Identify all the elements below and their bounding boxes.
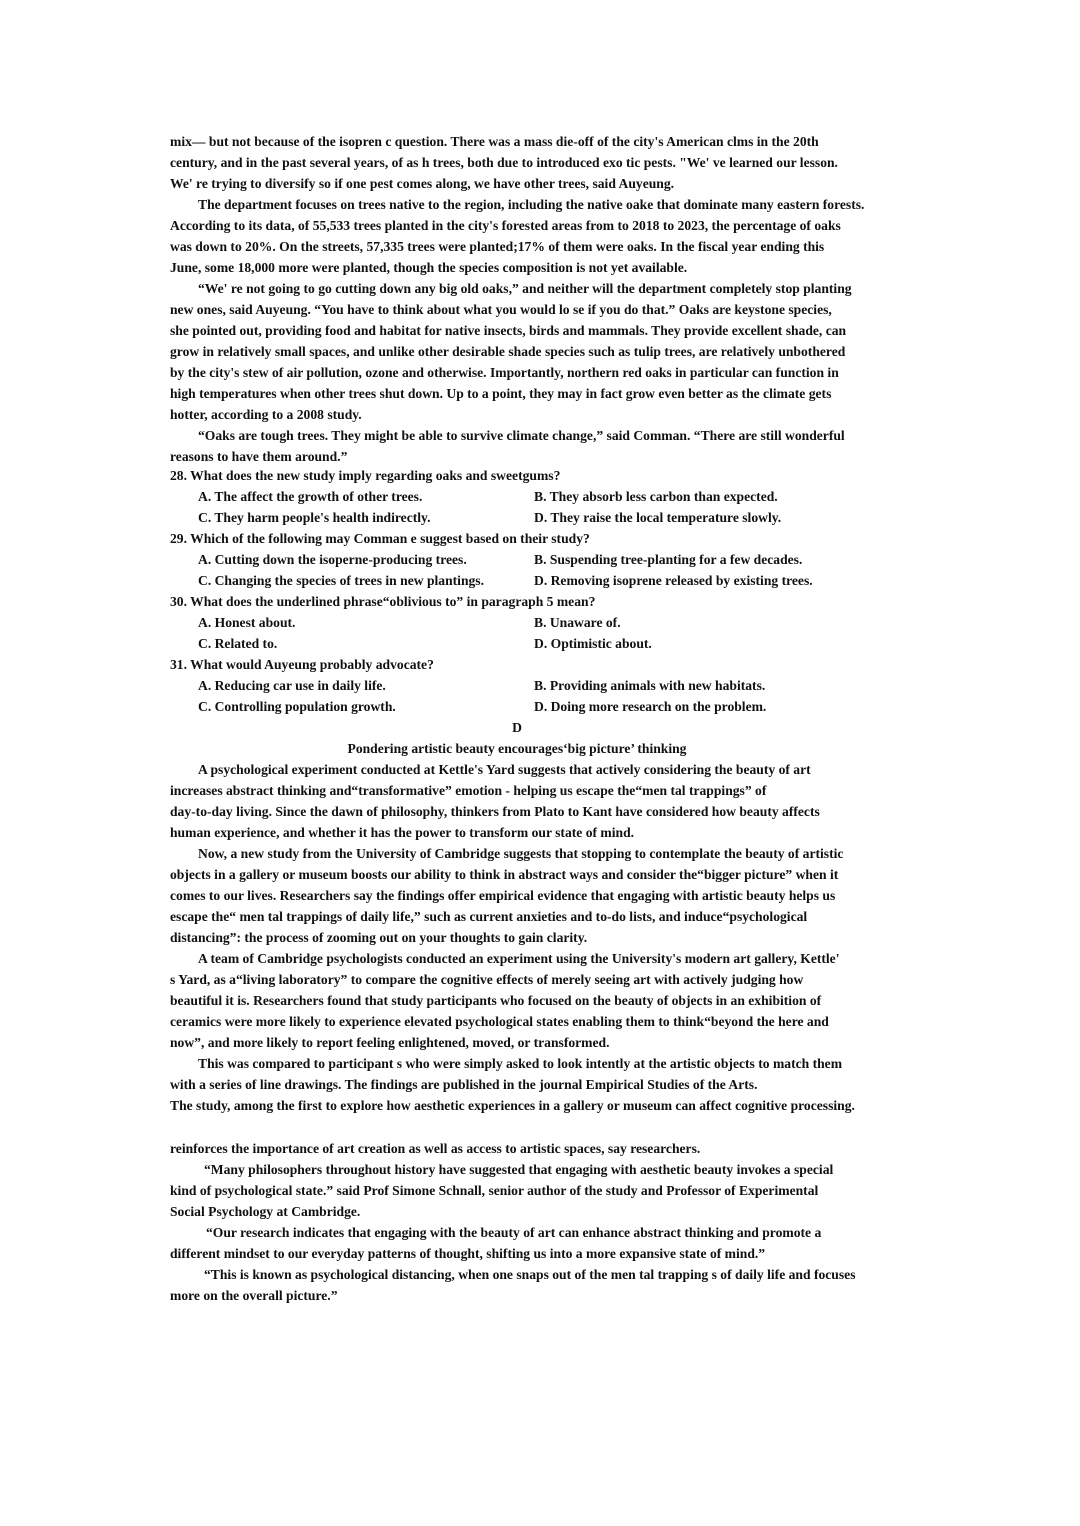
text-line: “Our research indicates that engaging with the beauty of art can enhance abstract thinking and promote a xyxy=(206,1225,822,1240)
text-line: comes to our lives. Researchers say the findings offer empirical evidence that engaging with artistic beauty helps us xyxy=(170,888,836,903)
text-line: beautiful it is. Researchers found that study participants who focused on the beauty of objects in an exhibition of xyxy=(170,993,822,1008)
text-line: distancing”: the process of zooming out on your thoughts to gain clarity. xyxy=(170,930,588,945)
text-line: Social Psychology at Cambridge. xyxy=(170,1204,361,1219)
text-line: grow in relatively small spaces, and unlike other desirable shade species such as tulip trees, are relatively unbothered xyxy=(170,344,846,359)
text-line: June, some 18,000 more were planted, though the species composition is not yet available. xyxy=(170,260,688,275)
text-line: objects in a gallery or museum boosts our ability to think in abstract ways and consider the“bigger picture” when it xyxy=(170,867,839,882)
text-line: increases abstract thinking and“transformative” emotion - helping us escape the“men tal trappings” of xyxy=(170,783,767,798)
text-line: ceramics were more likely to experience elevated psychological states enabling them to think“beyond the here and xyxy=(170,1014,829,1029)
text-line: by the city's stew of air pollution, ozone and otherwise. Importantly, northern red oaks in particular can function in xyxy=(170,365,839,380)
text-line: with a series of line drawings. The findings are published in the journal Empirical Studies of the Arts. xyxy=(170,1077,758,1092)
text-line: different mindset to our everyday patterns of thought, shifting us into a more expansive state of mind.” xyxy=(170,1246,766,1261)
question-stem: 29. Which of the following may Comman e suggest based on their study? xyxy=(170,531,590,546)
question-stem: 28. What does the new study imply regarding oaks and sweetgums? xyxy=(170,468,561,483)
option-b: B. Suspending tree-planting for a few decades. xyxy=(534,552,803,567)
text-line: escape the“ men tal trappings of daily life,” such as current anxieties and to-do lists, and induce“psychological xyxy=(170,909,808,924)
text-line: hotter, according to a 2008 study. xyxy=(170,407,362,422)
option-d: D. Doing more research on the problem. xyxy=(534,699,767,714)
option-a: A. Cutting down the isoperne-producing trees. xyxy=(198,552,467,567)
text-line: We' re trying to diversify so if one pest comes along, we have other trees, said Auyeung. xyxy=(170,176,675,191)
text-line: century, and in the past several years, of as h trees, both due to introduced exo tic pests. "We' ve learned our lesson. xyxy=(170,155,838,170)
text-line: more on the overall picture.” xyxy=(170,1288,338,1303)
text-line: reinforces the importance of art creation as well as access to artistic spaces, say researchers. xyxy=(170,1141,701,1156)
option-c: C. Changing the species of trees in new plantings. xyxy=(198,573,484,588)
text-line: “We' re not going to go cutting down any big old oaks,” and neither will the department completely stop planting xyxy=(198,281,852,296)
option-a: A. Honest about. xyxy=(198,615,296,630)
text-line: “Many philosophers throughout history have suggested that engaging with aesthetic beauty invokes a special xyxy=(204,1162,834,1177)
option-c: C. Controlling population growth. xyxy=(198,699,396,714)
text-line: kind of psychological state.” said Prof Simone Schnall, senior author of the study and Professor of Experimental xyxy=(170,1183,819,1198)
passage-title: Pondering artistic beauty encourages‘big picture’ thinking xyxy=(347,741,687,756)
text-line: high temperatures when other trees shut down. Up to a point, they may in fact grow even better as the climate gets xyxy=(170,386,832,401)
option-b: B. Unaware of. xyxy=(534,615,621,630)
text-line: now”, and more likely to report feeling enlightened, moved, or transformed. xyxy=(170,1035,610,1050)
text-line: s Yard, as a“living laboratory” to compare the cognitive effects of merely seeing art with actively judging how xyxy=(170,972,804,987)
text-line: she pointed out, providing food and habitat for native insects, birds and mammals. They provide excellent shade, can xyxy=(170,323,847,338)
option-d: D. Removing isoprene released by existing trees. xyxy=(534,573,813,588)
text-line: was down to 20%. On the streets, 57,335 trees were planted;17% of them were oaks. In the fiscal year ending this xyxy=(170,239,825,254)
text-line: day-to-day living. Since the dawn of philosophy, thinkers from Plato to Kant have considered how beauty affects xyxy=(170,804,820,819)
text-line: “This is known as psychological distancing, when one snaps out of the men tal trapping s of daily life and focuses xyxy=(204,1267,856,1282)
text-line: The department focuses on trees native to the region, including the native oake that dominate many eastern forests. xyxy=(198,197,865,212)
text-line: human experience, and whether it has the power to transform our state of mind. xyxy=(170,825,635,840)
text-line: mix— but not because of the isopren c question. There was a mass die-off of the city's American clms in the 20th xyxy=(170,134,819,149)
option-b: B. Providing animals with new habitats. xyxy=(534,678,766,693)
text-line: A psychological experiment conducted at Kettle's Yard suggests that actively considering the beauty of art xyxy=(198,762,811,777)
text-line: According to its data, of 55,533 trees planted in the city's forested areas from to 2018 to 2023, the percentage of oaks xyxy=(170,218,841,233)
option-a: A. The affect the growth of other trees. xyxy=(198,489,423,504)
text-line: reasons to have them around.” xyxy=(170,449,348,464)
question-stem: 31. What would Auyeung probably advocate? xyxy=(170,657,434,672)
text-line: Now, a new study from the University of Cambridge suggests that stopping to contemplate the beauty of artistic xyxy=(198,846,844,861)
option-d: D. Optimistic about. xyxy=(534,636,652,651)
option-d: D. They raise the local temperature slowly. xyxy=(534,510,782,525)
text-line: A team of Cambridge psychologists conducted an experiment using the University's modern art gallery, Kettle' xyxy=(198,951,840,966)
text-line: This was compared to participant s who were simply asked to look intently at the artistic objects to match them xyxy=(198,1056,843,1071)
text-line: new ones, said Auyeung. “You have to think about what you would lo se if you do that.” Oaks are keystone species, xyxy=(170,302,832,317)
question-stem: 30. What does the underlined phrase“oblivious to” in paragraph 5 mean? xyxy=(170,594,596,609)
section-letter: D xyxy=(512,720,522,735)
text-line: The study, among the first to explore how aesthetic experiences in a gallery or museum can affect cognitive processing. xyxy=(170,1098,855,1113)
option-a: A. Reducing car use in daily life. xyxy=(198,678,386,693)
text-line: “Oaks are tough trees. They might be able to survive climate change,” said Comman. “There are still wonderful xyxy=(198,428,845,443)
option-c: C. Related to. xyxy=(198,636,278,651)
option-b: B. They absorb less carbon than expected. xyxy=(534,489,778,504)
option-c: C. They harm people's health indirectly. xyxy=(198,510,431,525)
